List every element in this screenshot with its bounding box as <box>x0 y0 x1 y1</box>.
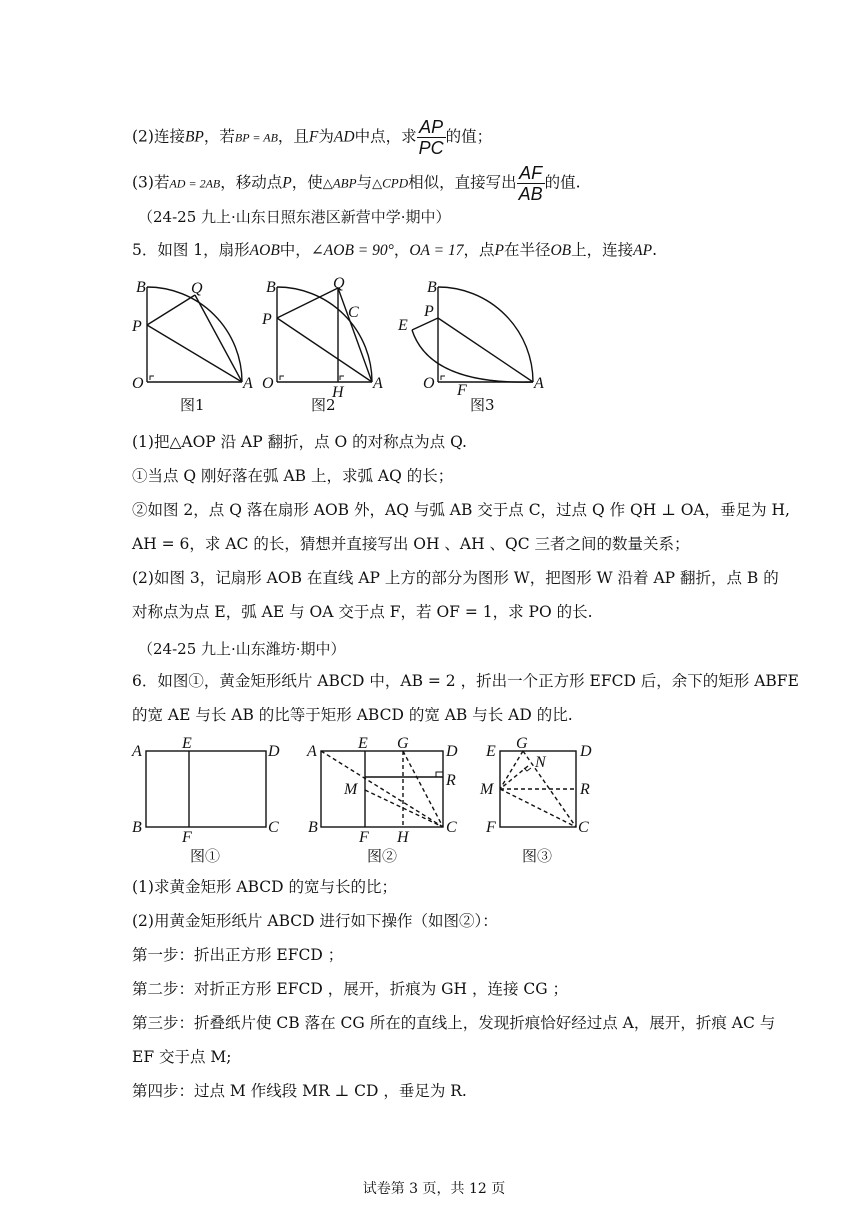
q5-part1: (1)把△AOP 沿 AP 翻折，点 O 的对称点为点 Q. <box>132 433 467 451</box>
label-d: D <box>580 743 592 760</box>
label-q: Q <box>333 275 345 292</box>
label-g: G <box>397 735 409 752</box>
label-a: A <box>534 375 544 392</box>
q5-part1-2a: ②如图 2，点 Q 落在扇形 AOB 外，AQ 与弧 AB 交于点 C，过点 Q 作 QH ⊥ OA，垂足为 H, <box>132 501 790 519</box>
q5-part2b: 对称点为点 E，弧 AE 与 OA 交于点 F，若 OF = 1，求 PO 的长. <box>132 603 593 621</box>
segment-nm <box>500 766 528 789</box>
text: ，且 <box>277 127 309 146</box>
q5-part1-2b: AH = 6，求 AC 的长，猜想并直接写出 OH 、AH 、QC 三者之间的数量关系； <box>132 535 690 553</box>
text: 5．如图 1，扇形 <box>132 241 250 259</box>
segment-mc <box>500 789 576 827</box>
math: OA = 17 <box>409 242 464 259</box>
math: ∠AOB = 90° <box>310 242 394 259</box>
crease-ac <box>321 751 443 827</box>
label-b: B <box>427 279 437 296</box>
denominator: PC <box>418 138 444 158</box>
label-p: P <box>132 318 142 335</box>
label-m: M <box>344 781 358 798</box>
label-o: O <box>132 375 144 392</box>
math: P <box>494 242 504 259</box>
step-3b: EF 交于点 M; <box>132 1048 232 1066</box>
label-o: O <box>262 375 274 392</box>
label-e: E <box>358 735 368 752</box>
step-2: 第二步：对折正方形 EFCD ，展开，折痕为 GH ，连接 CG ； <box>132 980 569 998</box>
label-r: R <box>580 781 590 798</box>
label-b: B <box>132 819 142 836</box>
label-a: A <box>243 375 253 392</box>
fig4-caption: 图① <box>190 847 221 865</box>
label-f: F <box>359 829 369 846</box>
text: ，使 <box>291 173 323 192</box>
label-c: C <box>348 304 359 321</box>
label-h: H <box>397 829 409 846</box>
source-note: （24-25 九上·山东潍坊·期中） <box>138 640 346 658</box>
label-c: C <box>446 819 457 836</box>
label-d: D <box>446 743 458 760</box>
label-e: E <box>182 735 192 752</box>
step-3a: 第三步：折叠纸片使 CB 落在 CG 所在的直线上，发现折痕恰好经过点 A，展开，折痕 AC 与 <box>132 1014 776 1032</box>
text: 与 <box>356 173 373 192</box>
fig6-caption: 图③ <box>522 847 553 865</box>
label-e: E <box>486 743 496 760</box>
label-e: E <box>398 317 408 334</box>
page-footer: 试卷第 3 页，共 12 页 <box>362 1181 506 1197</box>
text: (2)连接 <box>132 127 185 146</box>
text: 上，连接 <box>571 241 634 259</box>
q6-stem-a: 6．如图①，黄金矩形纸片 ABCD 中，AB = 2 ，折出一个正方形 EFCD 后，余下的矩形 ABFE <box>132 672 799 690</box>
text: 的值. <box>544 173 581 192</box>
text: 中， <box>279 241 311 259</box>
step-1: 第一步：折出正方形 EFCD ； <box>132 946 344 964</box>
label-a: A <box>132 743 142 760</box>
label-d: D <box>268 743 280 760</box>
math: OB <box>550 242 572 259</box>
q5-part1-1: ①当点 Q 刚好落在弧 AB 上，求弧 AQ 的长； <box>132 467 454 485</box>
text: ，移动点 <box>220 173 283 192</box>
label-o: O <box>423 375 435 392</box>
segment-mc <box>365 790 443 827</box>
label-f: F <box>457 382 467 399</box>
segment-cg <box>403 751 443 827</box>
label-m: M <box>480 781 494 798</box>
text: ，点 <box>463 241 495 259</box>
label-f: F <box>182 829 192 846</box>
label-f: F <box>486 819 496 836</box>
label-p: P <box>424 303 434 320</box>
source-note: （24-25 九上·山东日照东港区新营中学·期中） <box>138 208 451 226</box>
math: F <box>308 128 319 146</box>
math: BP = AB <box>234 130 278 145</box>
segment-gm <box>500 751 523 789</box>
label-q: Q <box>191 280 203 297</box>
fig1-caption: 图1 <box>180 396 205 414</box>
text: 中点，求 <box>354 127 417 146</box>
text: 在半径 <box>503 241 551 259</box>
label-r: R <box>446 772 456 789</box>
label-a: A <box>373 375 383 392</box>
denominator: AB <box>518 184 543 204</box>
label-b: B <box>266 279 276 296</box>
label-g: G <box>516 735 528 752</box>
math: AOB <box>249 242 280 259</box>
q5-part2a: (2)如图 3，记扇形 AOB 在直线 AP 上方的部分为图形 W，把图形 W 沿着 AP 翻折，点 B 的 <box>132 569 779 587</box>
numerator: AF <box>517 163 545 184</box>
text: ，若 <box>203 127 235 146</box>
label-b: B <box>136 279 146 296</box>
right-angle-mark <box>436 772 443 777</box>
fig3-caption: 图3 <box>470 396 495 414</box>
text: . <box>652 241 658 259</box>
right-angle-mark <box>524 768 531 771</box>
label-c: C <box>268 819 279 836</box>
text: 的值； <box>445 127 493 146</box>
fig5-caption: 图② <box>367 847 398 865</box>
label-a: A <box>307 743 317 760</box>
label-h: H <box>332 384 344 401</box>
label-b: B <box>308 819 318 836</box>
math: BP <box>184 128 204 146</box>
math: AD <box>333 128 355 146</box>
q6-part1: (1)求黄金矩形 ABCD 的宽与长的比； <box>132 878 397 896</box>
text: 相似，直接写出 <box>408 173 517 192</box>
q6-stem-b: 的宽 AE 与长 AB 的比等于矩形 ABCD 的宽 AB 与长 AD 的比. <box>132 706 573 724</box>
math: △CPD <box>372 175 409 191</box>
figure-rectangle-1 <box>146 751 266 827</box>
label-p: P <box>262 311 272 328</box>
math: P <box>282 174 292 192</box>
text: 为 <box>318 127 334 146</box>
math: AD = 2AB <box>169 176 221 191</box>
math: AP <box>633 242 653 259</box>
text: ， <box>393 241 410 259</box>
text: (3)若 <box>132 173 170 192</box>
rectangle-abcd <box>146 751 266 827</box>
math: △ABP <box>322 175 357 191</box>
label-c: C <box>578 819 589 836</box>
figure-rectangle-2 <box>321 751 443 827</box>
numerator: AP <box>417 117 446 138</box>
q6-part2: (2)用黄金矩形纸片 ABCD 进行如下操作（如图②）： <box>132 912 498 930</box>
label-n: N <box>535 754 546 771</box>
step-4: 第四步：过点 M 作线段 MR ⊥ CD ，垂足为 R. <box>132 1082 467 1100</box>
fig2-caption: 图2 <box>311 396 336 414</box>
